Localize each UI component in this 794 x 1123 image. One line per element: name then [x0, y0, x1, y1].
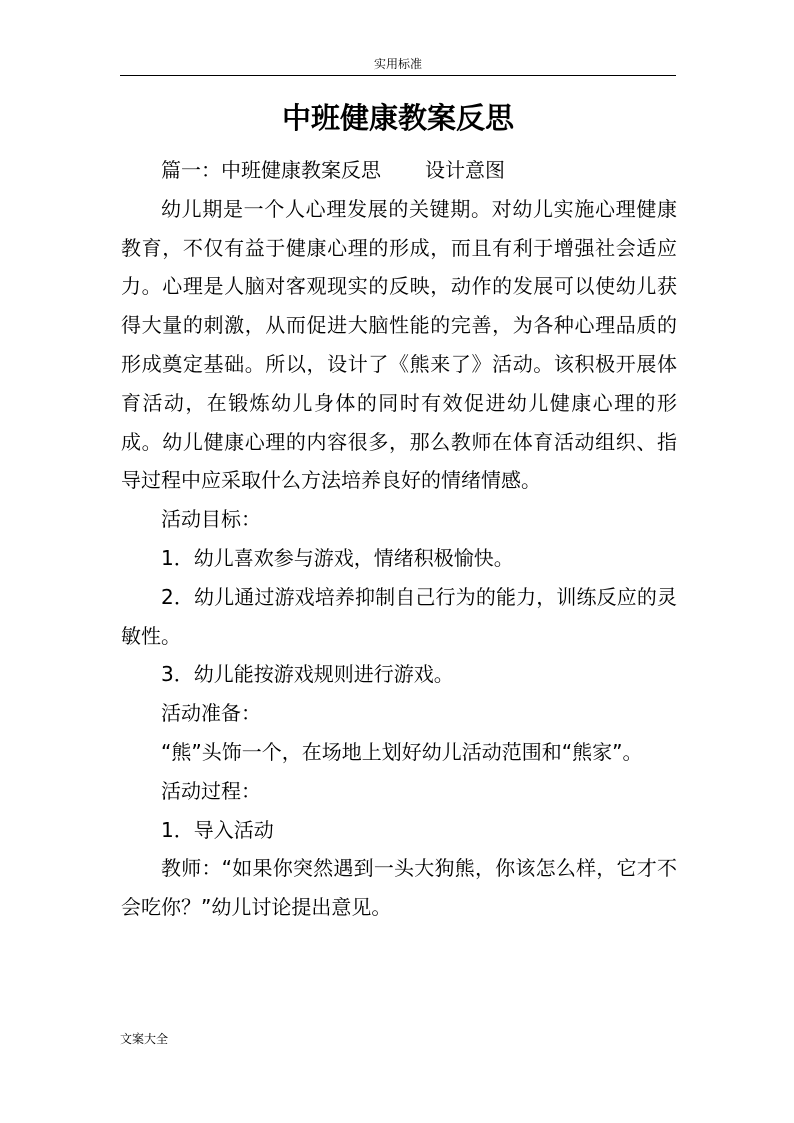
page-header [120, 56, 676, 76]
paragraph-goal-2: 2．幼儿通过游戏培养抑制自己行为的能力，训练反应的灵敏性。 [121, 584, 677, 648]
paragraph-teacher-quote: 教师：“如果你突然遇到一头大狗熊，你该怎么样，它才不会吃你？”幼儿讨论提出意见。 [121, 856, 677, 920]
paragraph-process-heading: 活动过程： [161, 778, 261, 803]
header-text: 实用标准 [373, 57, 422, 71]
section-heading [121, 151, 677, 190]
page-footer [120, 1031, 168, 1047]
paragraph-goals-heading: 活动目标： [161, 507, 261, 532]
paragraph-design-intent: 幼儿期是一个人心理发展的关键期。对幼儿实施心理健康教育，不仅有益于健康心理的形成，而且有利于增强社会适应力。心理是人脑对客观现实的反映，动作的发展可以使幼儿获得大量的刺激，从而促进大脑性能的完善，为各种心理品质的形成奠定基础。所以，设计了《熊来了》活动。该积极开展体育活动，在锻炼幼儿身体的同时有效促进幼儿健康心理的形成。幼儿健康心理的内容很多，那么教师在体育活动组织、指导过程中应采取什么方法培养良好的情绪情感。 [121, 196, 677, 493]
section-heading-part1: 篇一：中班健康教案反思 [161, 158, 381, 182]
document-title: 中班健康教案反思 [281, 101, 514, 135]
paragraph-goal-1: 1．幼儿喜欢参与游戏，情绪积极愉快。 [161, 545, 514, 570]
footer-text: 文案大全 [120, 1032, 169, 1046]
paragraph-prep: “熊”头饰一个，在场地上划好幼儿活动范围和“熊家”。 [161, 739, 643, 764]
paragraph-prep-heading: 活动准备： [161, 701, 261, 726]
paragraph-process-step-1: 1．导入活动 [161, 817, 274, 842]
paragraph-goal-3: 3．幼儿能按游戏规则进行游戏。 [161, 662, 454, 687]
section-heading-part2: 设计意图 [425, 158, 505, 182]
document-body [121, 151, 677, 927]
